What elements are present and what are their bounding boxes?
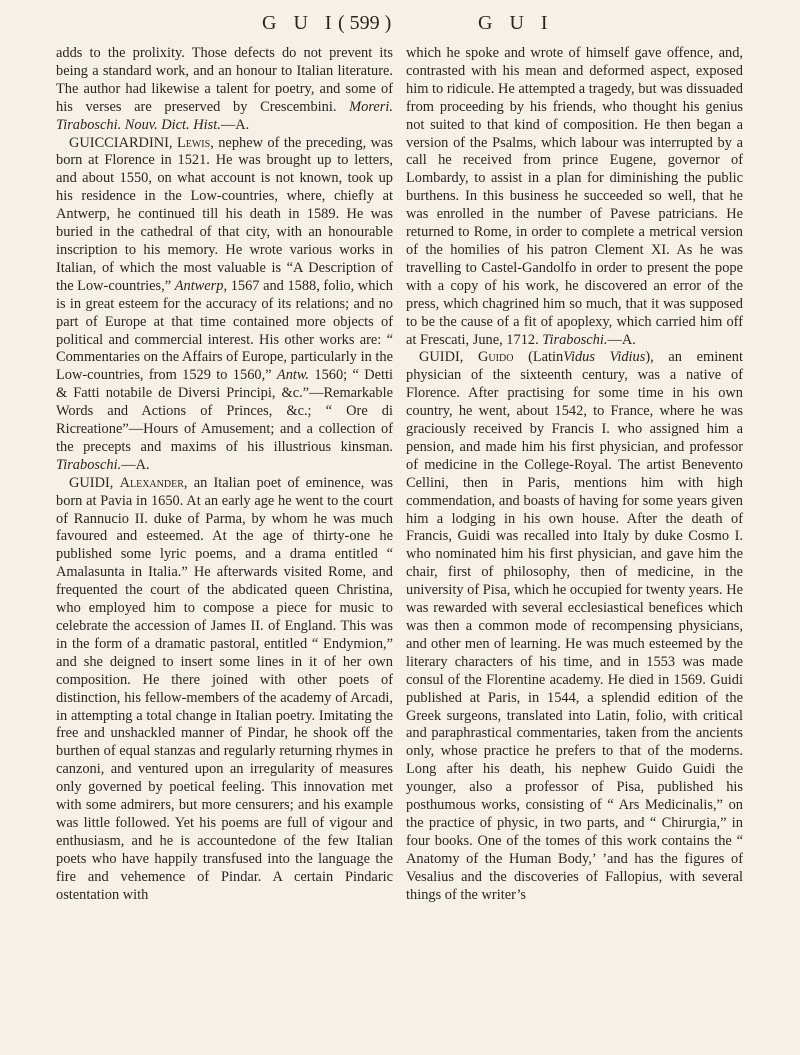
entry-text: an Italian poet of eminence, was born at Pavia in 1650. At an early age he went to the court of Rannucio II. duke of Parma, by whom he was much favoured and esteemed. At the age of thirty-one he published some lyric poems, and a drama entitled “ Amalasunta in Italia.” He afterwards visited Rome, and frequented the court of the abdicated queen Christina, who employed him to compose a piece for music to celebrate the accession of James II. of England. This was in the form of a dramatic pastoral, entitled “ Endymion,” and she deigned to insert some lines in it of her own composition. He there joined with other poets of distinction, his fellow-members of the academy of Arcadi, in attempting a total change in Italian poetry. Imitating the free and unshackled manner of Pindar, he shook off the burthen of equal stanzas and regularly returning rhymes in canzoni, and ventured upon an irregularity of measures only governed by poetical feeling. This innovation met with some admirers, but more censurers; and his example was little followed. Yet his poems are full of vigour and enthusiasm, and he is accountedone of the few Italian poets who have happily transfused into the language the fire and vehemence of Pindar. A certain Pindaric ostentation with [56, 474, 393, 903]
latin-name: Vidus Vidius [563, 349, 646, 366]
entry-guidi-alexander [56, 475, 393, 905]
continued-paragraph [406, 45, 743, 349]
source-citation: Tiraboschi. [56, 456, 122, 473]
source-citation: Moreri. Tiraboschi. Nouv. Dict. Hist. [56, 98, 393, 133]
entry-guidi-guido [406, 349, 743, 904]
latin-name-open: (Latin [528, 349, 564, 366]
running-head-right: G U I [478, 12, 554, 34]
continued-paragraph [56, 45, 393, 135]
entry-headword: GUICCIARDINI, [69, 134, 173, 151]
running-head [0, 12, 800, 42]
source-citation: Tiraboschi. [542, 331, 608, 348]
place-of-publication: Antwerp, [174, 277, 228, 294]
entry-headword: GUIDI, [419, 349, 464, 366]
entry-forename: Alexander, [119, 474, 188, 491]
entry-forename: Guido [478, 349, 514, 366]
entry-text: 1560; “ Detti & Fatti notabile de Diversi Principi, &c.”—Remarkable Words and Actions of Princes, &c.; “ Ore di Ricreatione”—Hours of Amusement; and a collection of the precepts and maxims of his illustrious kinsman. [56, 367, 393, 455]
entry-text: an eminent physician of the sixteenth century, was a native of Florence. After practising for some time in his own country, he went, about 1542, to France, where he was graciously received by Francis I. who assigned him a pension, and made him his first physician, and professor of medicine in the College-Royal. The artist Benevento Cellini, then in Paris, mentions him with high commendation, and boasts of having for some years given him a lodging in his own house. After the death of Francis, Guidi was recalled into Italy by duke Cosmo I. who nominated him his first physician, and gave him the chair, first of philosophy, then of medicine, in the university of Pisa, which he occupied for twenty years. He was rewarded with several ecclesiastical benefices which was then a common mode of recompensing physicians, and other men of learning. He was much esteemed by the literary characters of his time, and in 1553 was made consul of the Florentine academy. He died in 1569. Guidi published at Paris, in 1544, a splendid edition of the Greek surgeons, translated into Latin, folio, with critical and paraphrastical commentaries, taken from the ancients only, whose practice he prefers to that of the moderns. Long after his death, his nephew Guido Guidi the younger, also a professor of Pisa, published his posthumous works, consisting of “ Ars Medicinalis,” on the practice of physic, in two parts, and “ Chirurgia,” in four books. One of the tomes of this work contains the “ Anatomy of the Human Body,’ ’and has the figures of Vesalius and the discoveries of Fallopius, with several things of the writer’s [406, 349, 743, 903]
right-column [406, 45, 743, 905]
place-of-publication: Antw. [276, 367, 310, 384]
author-signature: —A. [607, 331, 636, 348]
latin-name-close: ), [645, 349, 654, 366]
page-number: ( 599 ) [338, 12, 392, 34]
entry-guicciardini [56, 135, 393, 475]
entry-text: nephew of the preceding, was born at Florence in 1521. He was brought up to letters, and about 1550, on what account is not known, took up his residence in the Low-countries, where, chiefly at Antwerp, he continued till his death in 1589. He was buried in the cathedral of that city, with an honourable inscription to his memory. He wrote various works in Italian, of which the most valuable is “A Description of the Low-countries,” [56, 134, 393, 294]
author-signature: —A. [121, 456, 150, 473]
entry-forename: Lewis, [176, 134, 214, 151]
paragraph-text: which he spoke and wrote of himself gave offence, and, contrasted with his mean and deformed aspect, exposed him to ridicule. He attempted a tragedy, but was dissuaded from proceeding by his friends, who thought his genius not suited to that kind of composition. He then began a version of the Psalms, which labour was interrupted by a call he received from prince Eugene, governor of Lombardy, to assist in a plan for diminishing the public burthens. In this business he succeeded so well, that he was enrolled in the number of Pavese patricians. He returned to Rome, in order to complete a metrical version of the homilies of his patron Clement XI. As he was travelling to Castel-Gandolfo in order to present the pope with a copy of his work, he discovered an error of the press, which chagrined him so much, that it was supposed to be the cause of a fit of apoplexy, which carried him off at Frescati, June, 1712. [406, 45, 743, 348]
left-column [56, 45, 393, 905]
entry-text: 1567 and 1588, folio, which is in great esteem for the accuracy of its relations; and no part of Europe at that time contained more objects of political and commercial interest. His other works are: “ Commentaries on the Affairs of Europe, particularly in the Low-countries, from 1529 to 1560,” [56, 277, 393, 384]
author-signature: —A. [220, 116, 250, 133]
paragraph-text: adds to the prolixity. Those defects do not prevent its being a standard work, and an honour to Italian literature. The author had likewise a talent for poetry, and some of his verses are preserved by Crescembini. [56, 45, 393, 115]
running-head-left: G U I [262, 12, 338, 34]
entry-headword: GUIDI, [69, 474, 114, 491]
